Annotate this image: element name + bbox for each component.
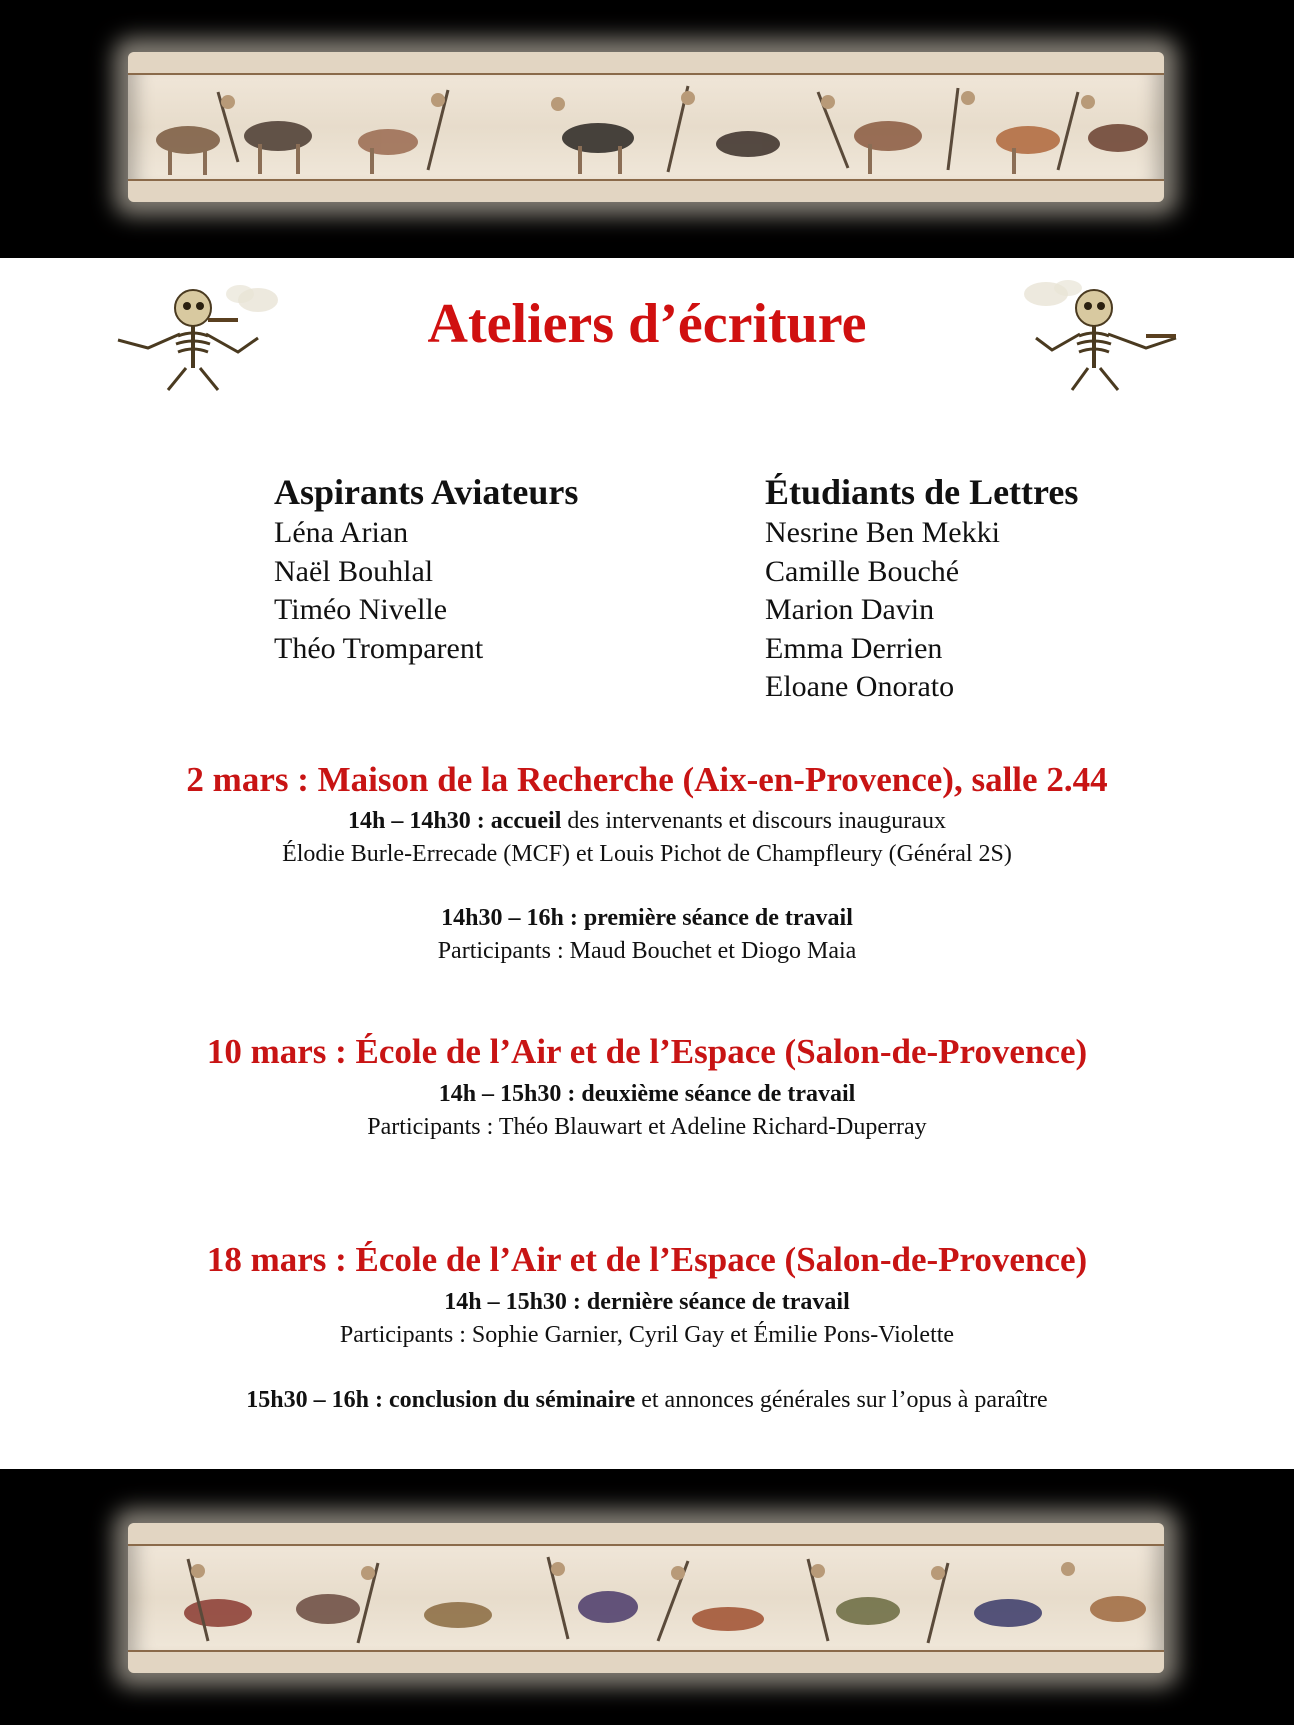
group-heading: Étudiants de Lettres: [765, 472, 1079, 512]
session-description: des intervenants et discours inauguraux: [561, 808, 946, 834]
session-title: 10 mars : École de l’Air et de l’Espace (Salon-de-Provence): [206, 1032, 1088, 1071]
group-heading: Aspirants Aviateurs: [274, 472, 579, 512]
session-line: [0, 806, 1294, 836]
bottom-banner: [0, 1469, 1294, 1725]
page-title: Ateliers d’écriture: [427, 293, 867, 355]
session-title: 18 mars : École de l’Air et de l’Espace (Salon-de-Provence): [206, 1240, 1088, 1279]
session-participants: Participants : Théo Blauwart et Adeline Richard-Duperray: [367, 1114, 927, 1140]
session-time: 15h30 – 16h : conclusion du séminaire: [246, 1387, 636, 1413]
session-title: 2 mars : Maison de la Recherche (Aix-en-Provence), salle 2.44: [186, 760, 1108, 799]
session-line: Élodie Burle-Errecade (MCF) et Louis Pichot de Champfleury (Général 2S): [282, 841, 1012, 867]
participant-name: Camille Bouché: [765, 554, 960, 588]
participant-name: Nesrine Ben Mekki: [765, 516, 1000, 549]
bayeux-tapestry-image-top: [128, 52, 1164, 202]
participant-name: Timéo Nivelle: [274, 593, 448, 626]
group-etudiants-lettres: [765, 470, 1078, 707]
bayeux-tapestry-image-bottom: [128, 1523, 1164, 1673]
participant-name: Théo Tromparent: [274, 631, 484, 665]
session-participants: Participants : Maud Bouchet et Diogo Maia: [437, 938, 857, 964]
participant-name: Emma Derrien: [765, 631, 943, 665]
session-line: 14h30 – 16h : première séance de travail: [441, 905, 853, 931]
top-banner: [0, 0, 1294, 258]
participant-name: Eloane Onorato: [765, 670, 955, 703]
session-time: 14h – 14h30 : accueil: [348, 808, 562, 834]
participant-name: Marion Davin: [765, 593, 935, 626]
session-line: 14h – 15h30 : deuxième séance de travail: [438, 1081, 856, 1107]
session-line: 14h – 15h30 : dernière séance de travail: [444, 1289, 850, 1315]
participant-name: Léna Arian: [274, 516, 409, 549]
session-line: [0, 1385, 1294, 1415]
session-participants: Participants : Sophie Garnier, Cyril Gay et Émilie Pons-Violette: [339, 1322, 955, 1348]
participant-name: Naël Bouhlal: [274, 554, 434, 588]
group-aspirants-aviateurs: [274, 470, 578, 668]
session-description: et annonces générales sur l’opus à paraître: [635, 1387, 1048, 1413]
